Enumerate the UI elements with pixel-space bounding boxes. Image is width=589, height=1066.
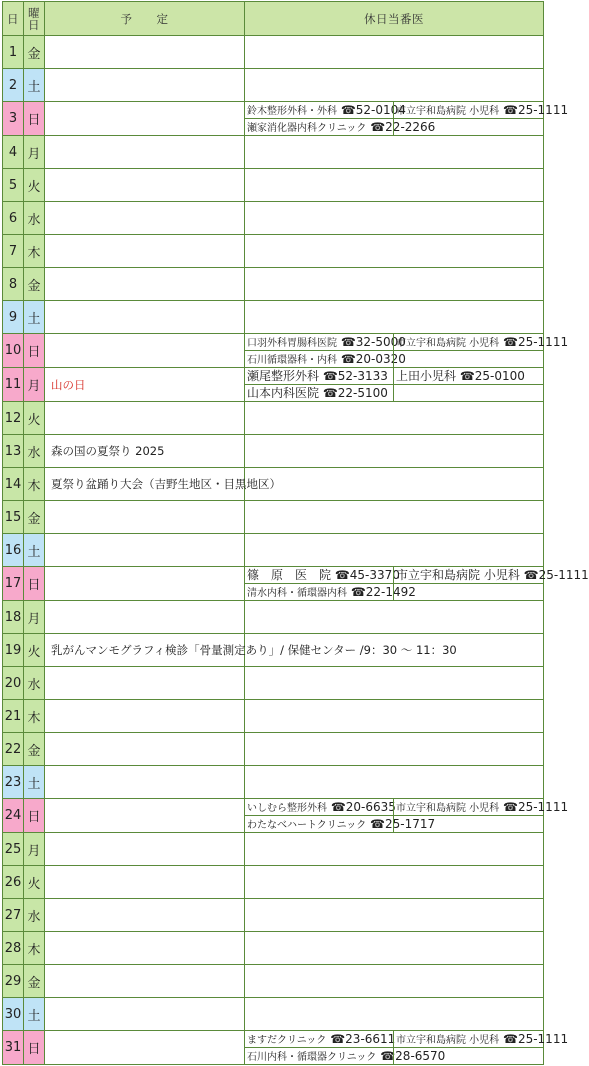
- day-number: 7: [3, 235, 24, 268]
- schedule-cell: [45, 534, 245, 567]
- schedule-cell: [45, 733, 245, 766]
- duty-doctor-cell: [245, 567, 589, 601]
- duty-doctor-cell: [245, 733, 544, 766]
- clinic-entry: [245, 567, 400, 583]
- duty-doctor-cell: [245, 634, 544, 667]
- day-row: [3, 567, 544, 601]
- day-row: [3, 468, 544, 501]
- weekday: 水: [24, 899, 45, 932]
- day-number: 8: [3, 268, 24, 301]
- day-number: 30: [3, 998, 24, 1031]
- clinic-phone: ☎28-6570: [376, 1049, 446, 1063]
- day-number: 9: [3, 301, 24, 334]
- duty-doctor-line: [245, 334, 569, 350]
- clinic-name: 市立宇和島病院 小児科: [396, 106, 500, 117]
- schedule-cell: [45, 833, 245, 866]
- clinic-entry: [245, 816, 436, 832]
- duty-doctor-cell: [245, 700, 544, 733]
- schedule-cell: [45, 235, 245, 268]
- duty-doctor-cell: [245, 833, 544, 866]
- weekday: 土: [24, 534, 45, 567]
- clinic-phone: ☎23-6611: [326, 1032, 396, 1046]
- clinic-entry-secondary-empty: [393, 584, 543, 600]
- duty-doctor-cell: [245, 102, 569, 136]
- weekday: 水: [24, 667, 45, 700]
- weekday: 木: [24, 235, 45, 268]
- day-number: 2: [3, 69, 24, 102]
- header-weekday-label: 曜 日: [28, 5, 40, 32]
- schedule-cell: [45, 601, 245, 634]
- weekday: 月: [24, 136, 45, 169]
- weekday: 木: [24, 468, 45, 501]
- duty-doctor-line: [245, 350, 543, 367]
- clinic-entry-secondary-empty: [393, 1048, 543, 1064]
- clinic-entry: [245, 102, 406, 118]
- day-row: [3, 1031, 544, 1065]
- duty-doctor-cell: [245, 368, 544, 402]
- day-number: 4: [3, 136, 24, 169]
- clinic-entry: [245, 799, 396, 815]
- schedule-cell: [45, 435, 245, 468]
- clinic-entry: [245, 1031, 396, 1047]
- day-row: [3, 202, 544, 235]
- clinic-name: 瀬家消化器内科クリニック: [247, 123, 367, 134]
- clinic-phone: ☎32-5000: [337, 335, 406, 349]
- weekday: 土: [24, 998, 45, 1031]
- day-number: 21: [3, 700, 24, 733]
- clinic-entry: [245, 351, 406, 367]
- day-number: 12: [3, 402, 24, 435]
- schedule-cell: [45, 932, 245, 965]
- schedule-cell: [45, 268, 245, 301]
- day-row: [3, 833, 544, 866]
- day-number: 18: [3, 601, 24, 634]
- duty-doctor-line: [245, 118, 543, 135]
- weekday: 金: [24, 501, 45, 534]
- schedule-cell: [45, 634, 457, 667]
- day-number: 25: [3, 833, 24, 866]
- clinic-phone: ☎22-2266: [366, 120, 436, 134]
- weekday: 金: [24, 733, 45, 766]
- calendar-table: [2, 1, 589, 1065]
- clinic-name: 石川循環器科・内科: [247, 355, 337, 366]
- clinic-name: 瀬尾整形外科: [247, 369, 320, 383]
- day-number: 31: [3, 1031, 24, 1065]
- duty-doctor-line: [245, 583, 543, 600]
- duty-doctor-cell: [245, 932, 544, 965]
- weekday: 木: [24, 932, 45, 965]
- clinic-name: わたなべハートクリニック: [247, 820, 367, 831]
- clinic-phone: ☎25-1717: [366, 817, 436, 831]
- schedule-cell: [45, 136, 245, 169]
- duty-doctor-line: [245, 1031, 569, 1047]
- day-row: [3, 268, 544, 301]
- weekday: 月: [24, 833, 45, 866]
- clinic-phone: ☎45-3370: [331, 568, 400, 582]
- day-number: 10: [3, 334, 24, 368]
- day-row: [3, 36, 544, 69]
- header-row: [3, 2, 544, 36]
- duty-doctor-line: [245, 102, 569, 118]
- day-row: [3, 534, 544, 567]
- day-number: 15: [3, 501, 24, 534]
- clinic-name: 市立宇和島病院 小児科: [396, 803, 500, 814]
- schedule-cell: [45, 998, 245, 1031]
- duty-doctor-cell: [245, 899, 544, 932]
- day-number: 6: [3, 202, 24, 235]
- clinic-name: 清水内科・循環器内科: [247, 588, 347, 599]
- clinic-entry: [245, 385, 393, 401]
- header-weekday: [24, 2, 45, 36]
- clinic-name: 篠 原 医 院: [247, 568, 332, 582]
- day-row: [3, 998, 544, 1031]
- clinic-entry: [245, 368, 393, 384]
- duty-doctor-cell: [245, 435, 544, 468]
- weekday: 土: [24, 301, 45, 334]
- weekday: 火: [24, 634, 45, 667]
- duty-doctor-cell: [245, 301, 544, 334]
- day-row: [3, 235, 544, 268]
- duty-doctor-cell: [245, 36, 544, 69]
- duty-doctor-cell: [245, 601, 544, 634]
- day-row: [3, 368, 544, 402]
- duty-doctor-cell: [245, 202, 544, 235]
- schedule-cell: [45, 334, 245, 368]
- schedule-text: 山の日: [51, 377, 86, 392]
- day-number: 23: [3, 766, 24, 799]
- duty-doctor-cell: [245, 998, 544, 1031]
- day-row: [3, 69, 544, 102]
- duty-doctor-line: [245, 384, 543, 401]
- clinic-phone: ☎52-3133: [319, 369, 388, 383]
- clinic-name: 山本内科医院: [247, 386, 320, 400]
- duty-doctor-line: [245, 815, 543, 832]
- schedule-cell: [45, 368, 245, 402]
- clinic-entry-secondary: [393, 1031, 568, 1047]
- clinic-entry-secondary: [393, 334, 568, 350]
- day-number: 27: [3, 899, 24, 932]
- clinic-entry-secondary: [393, 368, 543, 384]
- day-number: 17: [3, 567, 24, 601]
- day-number: 29: [3, 965, 24, 998]
- duty-doctor-cell: [245, 667, 544, 700]
- day-row: [3, 766, 544, 799]
- clinic-name: 上田小児科: [396, 369, 457, 383]
- clinic-name: 石川内科・循環器クリニック: [247, 1052, 377, 1063]
- day-row: [3, 932, 544, 965]
- schedule-cell: [45, 799, 245, 833]
- weekday: 水: [24, 435, 45, 468]
- duty-doctor-line: [245, 368, 543, 384]
- clinic-phone: ☎25-1111: [499, 800, 569, 814]
- schedule-cell: [45, 102, 245, 136]
- clinic-name: 市立宇和島病院 小児科: [396, 338, 500, 349]
- clinic-name: 鈴木整形外科・外科: [247, 106, 337, 117]
- day-row: [3, 601, 544, 634]
- clinic-entry-secondary: [393, 567, 589, 583]
- weekday: 土: [24, 766, 45, 799]
- day-row: [3, 634, 544, 667]
- weekday: 金: [24, 268, 45, 301]
- duty-doctor-cell: [245, 334, 569, 368]
- weekday: 木: [24, 700, 45, 733]
- duty-doctor-line: [245, 1047, 543, 1064]
- day-row: [3, 334, 544, 368]
- weekday: 火: [24, 169, 45, 202]
- clinic-phone: ☎25-1111: [499, 103, 569, 117]
- weekday: 月: [24, 601, 45, 634]
- day-number: 26: [3, 866, 24, 899]
- duty-doctor-cell: [245, 534, 544, 567]
- clinic-entry-secondary-empty: [393, 351, 543, 367]
- schedule-cell: [45, 301, 245, 334]
- schedule-cell: [45, 169, 245, 202]
- day-row: [3, 866, 544, 899]
- header-plan: 予 定: [45, 2, 245, 36]
- day-number: 13: [3, 435, 24, 468]
- day-row: [3, 136, 544, 169]
- duty-doctor-cell: [245, 965, 544, 998]
- schedule-cell: [45, 965, 245, 998]
- clinic-phone: ☎25-1111: [499, 335, 569, 349]
- day-row: [3, 965, 544, 998]
- schedule-cell: [45, 202, 245, 235]
- day-number: 3: [3, 102, 24, 136]
- weekday: 日: [24, 567, 45, 601]
- duty-doctor-line: [245, 567, 589, 583]
- weekday: 金: [24, 36, 45, 69]
- duty-doctor-cell: [245, 468, 544, 501]
- duty-doctor-cell: [245, 402, 544, 435]
- day-row: [3, 667, 544, 700]
- day-row: [3, 169, 544, 202]
- day-number: 11: [3, 368, 24, 402]
- schedule-cell: [45, 402, 245, 435]
- weekday: 月: [24, 368, 45, 402]
- day-number: 20: [3, 667, 24, 700]
- duty-doctor-cell: [245, 501, 544, 534]
- day-number: 19: [3, 634, 24, 667]
- weekday: 水: [24, 202, 45, 235]
- schedule-cell: [45, 69, 245, 102]
- schedule-cell: [45, 36, 245, 69]
- clinic-phone: ☎22-5100: [319, 386, 388, 400]
- duty-doctor-cell: [245, 69, 544, 102]
- schedule-cell: [45, 899, 245, 932]
- clinic-entry-secondary-empty: [393, 385, 543, 401]
- clinic-name: ますだクリニック: [247, 1035, 327, 1046]
- schedule-text: 夏祭り盆踊り大会（吉野生地区・目黒地区）: [51, 477, 281, 491]
- duty-doctor-cell: [245, 235, 544, 268]
- clinic-entry: [245, 584, 416, 600]
- day-number: 5: [3, 169, 24, 202]
- schedule-cell: [45, 766, 245, 799]
- clinic-entry: [245, 1048, 446, 1064]
- schedule-text: 森の国の夏祭り 2025: [51, 444, 165, 458]
- day-number: 24: [3, 799, 24, 833]
- schedule-cell: [45, 700, 245, 733]
- clinic-entry: [245, 119, 436, 135]
- weekday: 金: [24, 965, 45, 998]
- day-row: [3, 700, 544, 733]
- day-number: 14: [3, 468, 24, 501]
- clinic-entry-secondary: [393, 102, 568, 118]
- day-number: 28: [3, 932, 24, 965]
- header-duty-doctor: 休日当番医: [245, 2, 544, 36]
- clinic-name: 口羽外科胃腸科医院: [247, 338, 337, 349]
- schedule-cell: [45, 1031, 245, 1065]
- schedule-cell: [45, 567, 245, 601]
- duty-doctor-cell: [245, 169, 544, 202]
- clinic-name: 市立宇和島病院 小児科: [396, 568, 520, 582]
- day-number: 22: [3, 733, 24, 766]
- calendar-sheet: [2, 1, 589, 1063]
- duty-doctor-cell: [245, 268, 544, 301]
- clinic-entry-secondary-empty: [393, 119, 543, 135]
- schedule-cell: [45, 667, 245, 700]
- clinic-entry-secondary: [393, 799, 568, 815]
- header-day: 日: [3, 2, 24, 36]
- duty-doctor-line: [245, 799, 569, 815]
- day-row: [3, 402, 544, 435]
- clinic-phone: ☎20-6635: [327, 800, 396, 814]
- day-row: [3, 899, 544, 932]
- duty-doctor-cell: [245, 766, 544, 799]
- clinic-phone: ☎22-1492: [347, 585, 416, 599]
- clinic-entry-secondary-empty: [393, 816, 543, 832]
- clinic-entry: [245, 334, 406, 350]
- day-number: 1: [3, 36, 24, 69]
- weekday: 日: [24, 102, 45, 136]
- weekday: 日: [24, 799, 45, 833]
- weekday: 日: [24, 334, 45, 368]
- weekday: 日: [24, 1031, 45, 1065]
- weekday: 火: [24, 866, 45, 899]
- day-row: [3, 733, 544, 766]
- duty-doctor-cell: [245, 136, 544, 169]
- weekday: 火: [24, 402, 45, 435]
- weekday: 土: [24, 69, 45, 102]
- day-number: 16: [3, 534, 24, 567]
- schedule-text: 乳がんマンモグラフィ検診「骨量測定あり」/ 保健センター /9：30 ～ 11：30: [51, 643, 457, 657]
- clinic-phone: ☎25-1111: [499, 1032, 569, 1046]
- schedule-cell: [45, 501, 245, 534]
- clinic-name: 市立宇和島病院 小児科: [396, 1035, 500, 1046]
- clinic-name: いしむら整形外科: [247, 803, 327, 814]
- calendar-body: [3, 36, 589, 1065]
- duty-doctor-cell: [245, 799, 569, 833]
- day-row: [3, 435, 544, 468]
- clinic-phone: ☎25-1111: [519, 568, 589, 582]
- clinic-phone: ☎20-0320: [337, 352, 406, 366]
- clinic-phone: ☎52-0104: [337, 103, 406, 117]
- day-row: [3, 799, 544, 833]
- clinic-phone: ☎25-0100: [456, 369, 525, 383]
- duty-doctor-cell: [245, 866, 544, 899]
- day-row: [3, 301, 544, 334]
- day-row: [3, 501, 544, 534]
- schedule-cell: [45, 866, 245, 899]
- day-row: [3, 102, 544, 136]
- schedule-cell: [45, 468, 281, 501]
- duty-doctor-cell: [245, 1031, 569, 1065]
